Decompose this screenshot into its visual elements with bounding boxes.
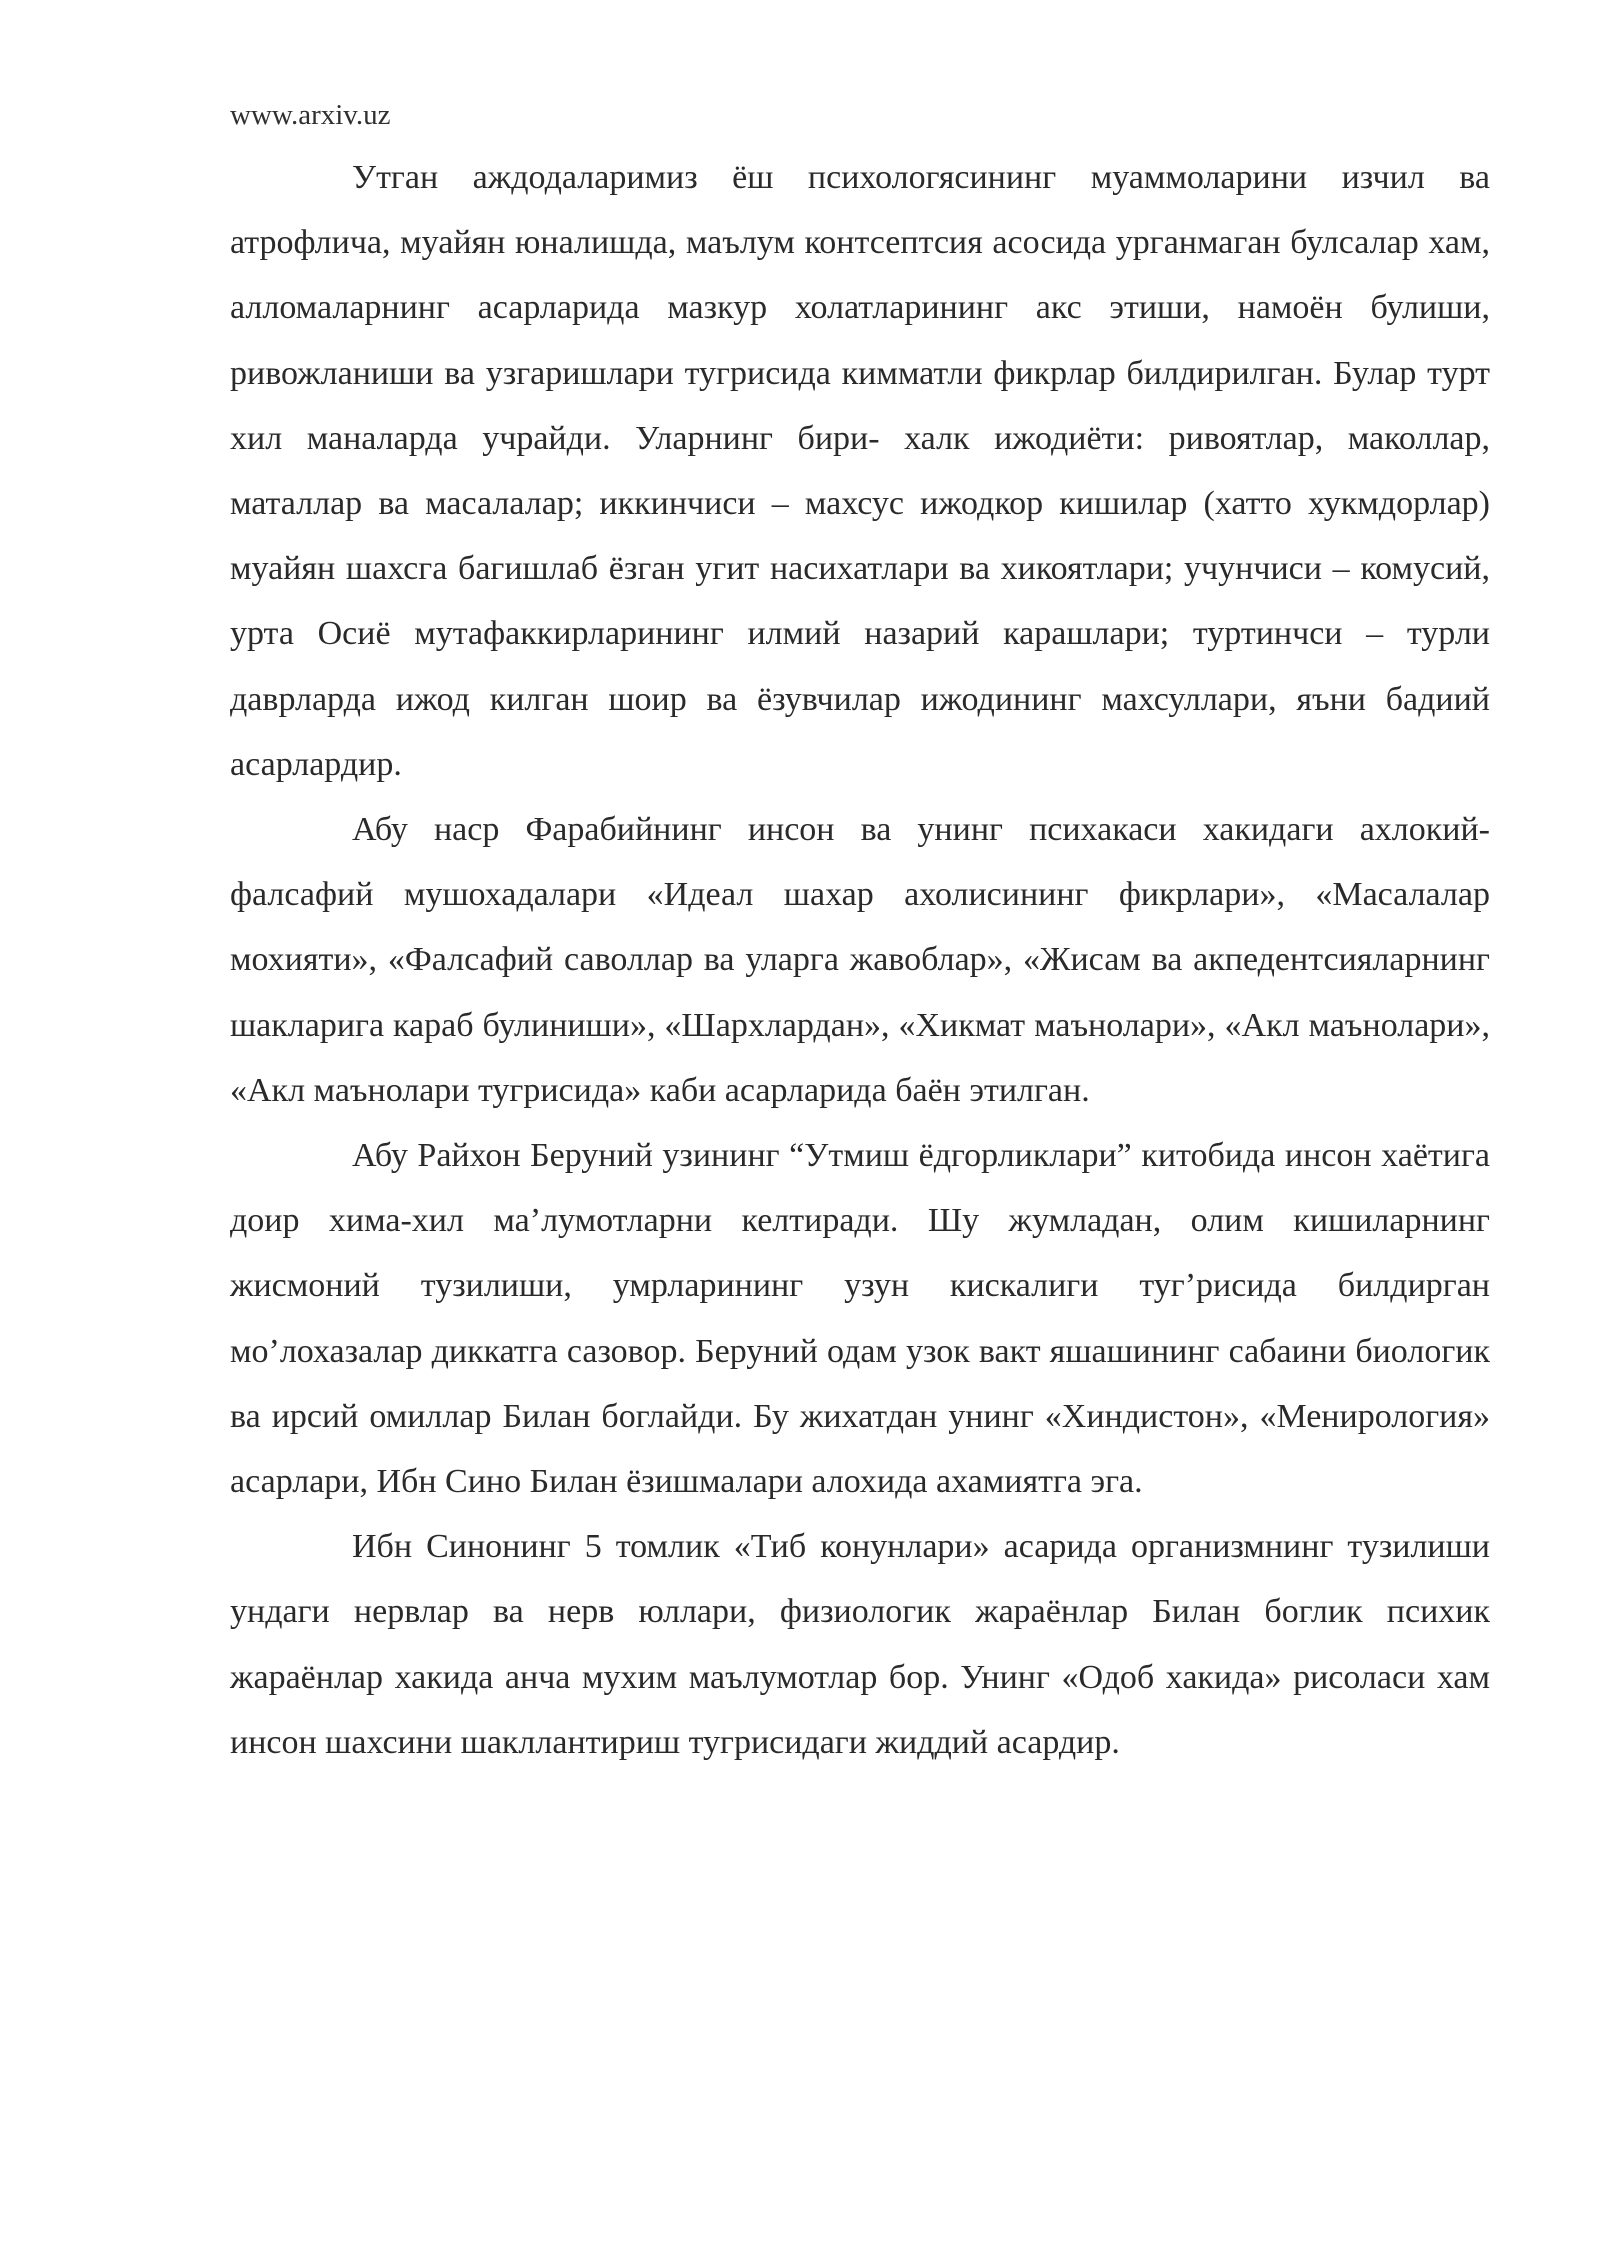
paragraph-3: Абу Райхон Беруний узининг “Утмиш ёдгорликлари” китобида инсон хаётига доир хима-хил ма’лумотларни келтиради. Шу жумладан, олим кишиларнинг жисмоний тузилиши, умрларининг узун кискалиги туг’рисида билдирган мо’лохазалар диккатга сазовор. Беруний одам узок вакт яшашининг сабаини биологик ва ирсий омиллар Билан боглайди. Бу жихатдан унинг «Хиндистон», «Менирология» асарлари, Ибн Сино Билан ёзишмалари алохида ахамиятга эга. [230,1137,1490,1501]
site-header: www.arxiv.uz [230,99,391,131]
paragraph-4: Ибн Синонинг 5 томлик «Тиб конунлари» асарида организмнинг тузилиши ундаги нервлар ва нерв юллари, физиологик жараёнлар Билан боглик психик жараёнлар хакида анча мухим маълумотлар бор. Унинг «Одоб хакида» рисоласи хам инсон шахсини шакллантириш тугрисидаги жиддий асардир. [230,1528,1490,1761]
paragraph-2: Абу наср Фарабийнинг инсон ва унинг психакаси хакидаги ахлокий-фалсафий мушохадалари «Идеал шахар ахолисининг фикрлари», «Масалалар мохияти», «Фалсафий саволлар ва уларга жавоблар», «Жисам ва акпедентсияларнинг шакларига караб булиниши», «Шархлардан», «Хикмат маънолари», «Акл маънолари», «Акл маънолари тугрисида» каби асарларида баён этилган. [230,811,1490,1109]
document-body [230,145,1490,1775]
paragraph-1: Утган аждодаларимиз ёш психологясининг муаммоларини изчил ва атрофлича, муайян юналишда, маълум контсептсия асосида урганмаган булсалар хам, алломаларнинг асарларида мазкур холатларининг акс этиши, намоён булиши, ривожланиши ва узгаришлари тугрисида кимматли фикрлар билдирилган. Булар турт хил маналарда учрайди. Уларнинг бири- халк ижодиёти: ривоятлар, маколлар, маталлар ва масалалар; иккинчиси – махсус ижодкор кишилар (хатто хукмдорлар) муайян шахсга багишлаб ёзган угит насихатлари ва хикоятлари; учунчиси – комусий, урта Осиё мутафаккирларининг илмий назарий карашлари; туртинчси – турли даврларда ижод килган шоир ва ёзувчилар ижодининг махсуллари, яъни бадиий асарлардир. [230,159,1490,783]
